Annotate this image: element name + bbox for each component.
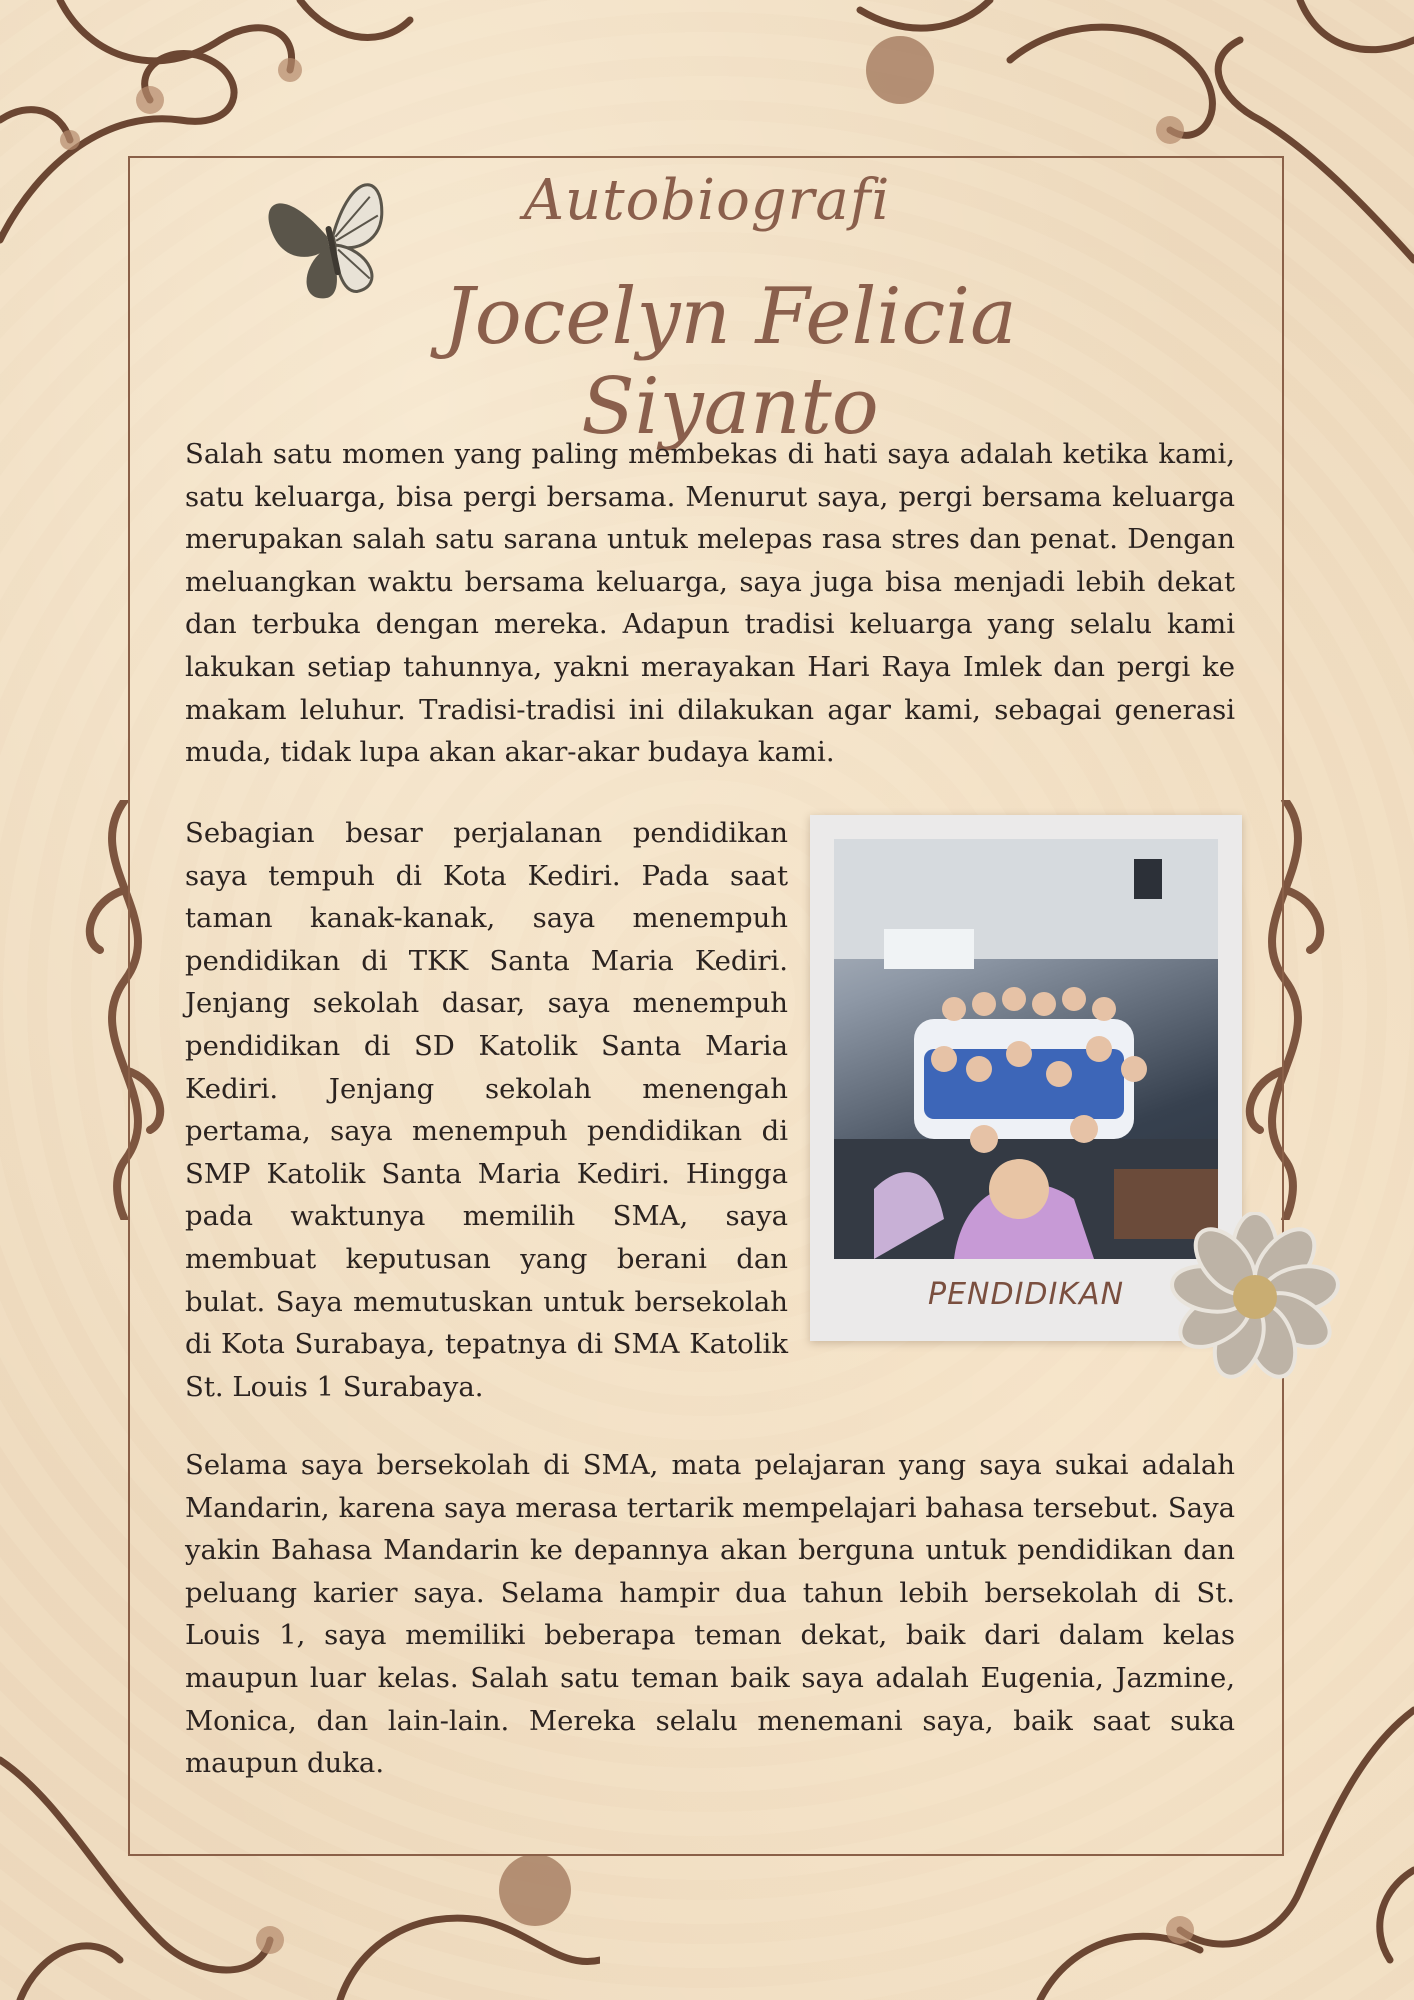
author-name: Jocelyn Felicia Siyanto — [443, 272, 1017, 452]
flower-icon — [1170, 1212, 1340, 1382]
paragraph-education: Sebagian besar perjalanan pendidikan saya tempuh di Kota Kediri. Pada saat taman kanak-kanak, saya menempuh pendidikan di TKK Santa Maria Kediri. Jenjang sekolah dasar, saya menempuh pendidikan di SD Katolik Santa Maria Kediri. Jenjang sekolah menengah pertama, saya menempuh pendidikan di SMP Katolik Santa Maria Kediri. Hingga pada waktunya memilih SMA, saya membuat keputusan yang berani dan bulat. Saya memutuskan untuk bersekolah di Kota Surabaya, tepatnya di SMA Katolik St. Louis 1 Surabaya. — [185, 817, 788, 1403]
paragraph-family: Salah satu momen yang paling membekas di hati saya adalah ketika kami, satu keluarga, bisa pergi bersama. Menurut saya, pergi bersama keluarga merupakan salah satu sarana untuk melepas rasa stres dan penat. Dengan meluangkan waktu bersama keluarga, saya juga bisa menjadi lebih dekat dan terbuka dengan mereka. Adapun tradisi keluarga yang selalu kami lakukan setiap tahunnya, yakni merayakan Hari Raya Imlek dan pergi ke makam leluhur. Tradisi-tradisi ini dilakukan agar kami, sebagai generasi muda, tidak lupa akan akar-akar budaya kami. — [185, 438, 1235, 769]
page-title: Autobiografi — [523, 168, 891, 233]
photo-caption: PENDIDIKAN — [927, 1277, 1125, 1312]
class-group-photo — [834, 839, 1218, 1259]
paragraph-school-life: Selama saya bersekolah di SMA, mata pelajaran yang saya sukai adalah Mandarin, karena saya merasa tertarik mempelajari bahasa tersebut. Saya yakin Bahasa Mandarin ke depannya akan berguna untuk pendidikan dan peluang karier saya. Selama hampir dua tahun lebih bersekolah di St. Louis 1, saya memiliki beberapa teman dekat, baik dari dalam kelas maupun luar kelas. Salah satu teman baik saya adalah Eugenia, Jazmine, Monica, dan lain-lain. Mereka selalu menemani saya, baik saat suka maupun duka. — [185, 1449, 1235, 1780]
